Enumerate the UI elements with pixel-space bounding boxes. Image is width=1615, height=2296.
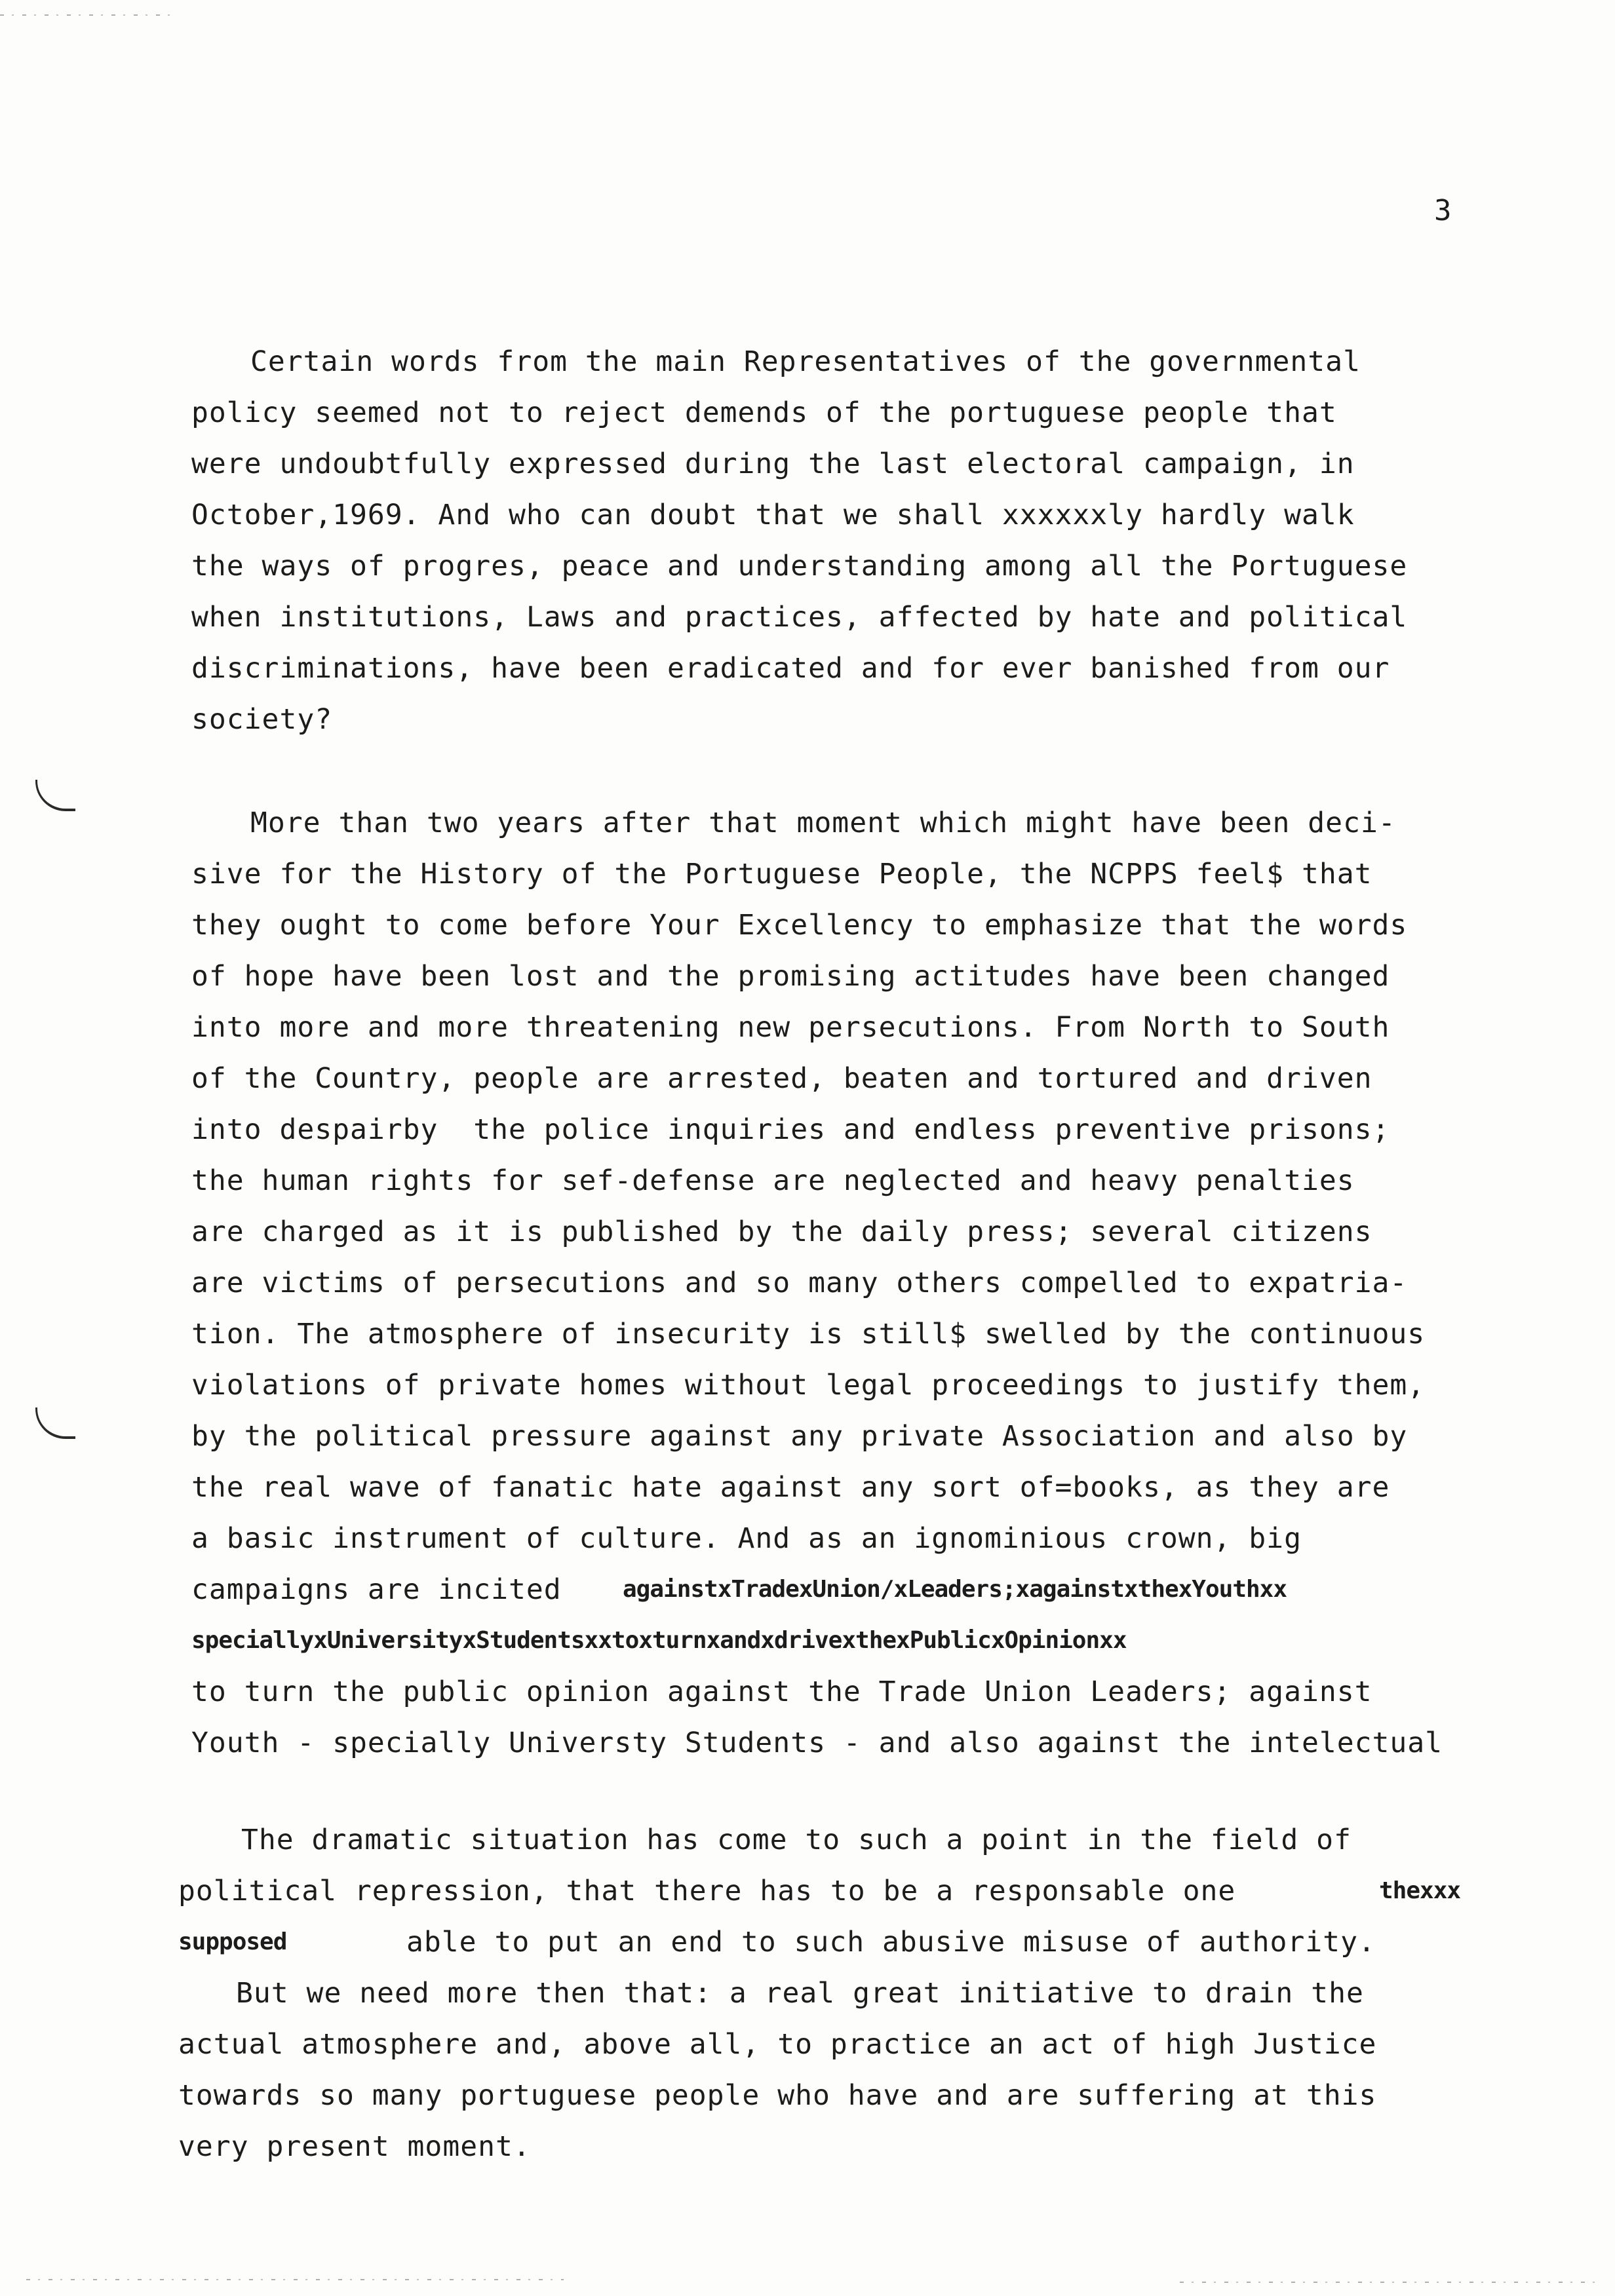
bottom-right-speckle: [1180, 2282, 1599, 2283]
paragraph-2-line-7: into despairby the police inquiries and endless preventive prisons;: [191, 1113, 1390, 1146]
paragraph-2-line-1: More than two years after that moment which might have been deci-: [250, 807, 1396, 839]
bottom-edge-speckle: [26, 2279, 564, 2280]
paragraph-1-line-6: when institutions, Laws and practices, affected by hate and political: [191, 601, 1408, 634]
paragraph-1-line-1: Certain words from the main Representatives of the governmental: [250, 345, 1361, 378]
struck-out-able-prefix: supposed: [178, 1928, 287, 1955]
margin-hole-mark-upper: [35, 780, 75, 811]
paragraph-2-line-13: by the political pressure against any private Association and also by: [191, 1420, 1408, 1453]
paragraph-1-line-5: the ways of progres, peace and understanding among all the Portuguese: [191, 550, 1408, 583]
paragraph-3-line-7: very present moment.: [178, 2130, 531, 2163]
paragraph-2-line-8: the human rights for sef-defense are neglected and heavy penalties: [191, 1164, 1355, 1197]
paragraph-3-line-2: political repression, that there has to be a responsable one: [178, 1875, 1236, 1907]
paragraph-1-line-2: policy seemed not to reject demends of the portuguese people that: [191, 396, 1337, 429]
paragraph-1-line-4: October,1969. And who can doubt that we shall xxxxxxly hardly walk: [191, 499, 1355, 531]
paragraph-2-line-4: of hope have been lost and the promising actitudes have been changed: [191, 960, 1390, 993]
struck-out-text-b: speciallyxUniversityxStudentsxxtoxturnxandxdrivexthexPublicxOpinionxx: [191, 1627, 1127, 1654]
paragraph-1-line-8: society?: [191, 703, 333, 736]
paragraph-2b-line-2: Youth - specially Universty Students - and also against the intelectual: [191, 1727, 1443, 1759]
paragraph-1-line-7: discriminations, have been eradicated and for ever banished from our: [191, 652, 1390, 685]
page-number: 3: [1434, 194, 1452, 227]
struck-out-tail: thexxx: [1379, 1877, 1461, 1904]
paragraph-3-line-5: actual atmosphere and, above all, to practice an act of high Justice: [178, 2028, 1377, 2061]
paragraph-2-line-6: of the Country, people are arrested, beaten and tortured and driven: [191, 1062, 1372, 1095]
paragraph-2-line-5: into more and more threatening new persecutions. From North to South: [191, 1011, 1390, 1044]
paragraph-2-line-14: the real wave of fanatic hate against any sort of=books, as they are: [191, 1471, 1390, 1504]
paragraph-2-line-3: they ought to come before Your Excellency to emphasize that the words: [191, 909, 1408, 942]
top-edge-speckle: [0, 14, 170, 16]
paragraph-2-line-9: are charged as it is published by the daily press; several citizens: [191, 1215, 1372, 1248]
paragraph-1-line-3: were undoubtfully expressed during the last electoral campaign, in: [191, 448, 1355, 480]
paragraph-2-line-2: sive for the History of the Portuguese People, the NCPPS feel$ that: [191, 858, 1372, 890]
paragraph-3-line-1: The dramatic situation has come to such a point in the field of: [241, 1824, 1352, 1856]
paragraph-3-line-6: towards so many portuguese people who have and are suffering at this: [178, 2079, 1377, 2112]
paragraph-2-line-10: are victims of persecutions and so many others compelled to expatria-: [191, 1267, 1408, 1299]
paragraph-3-line-4: But we need more then that: a real great initiative to drain the: [236, 1977, 1364, 2010]
paragraph-2-line-11: tion. The atmosphere of insecurity is still$ swelled by the continuous: [191, 1318, 1426, 1350]
paragraph-2-line-12: violations of private homes without legal proceedings to justify them,: [191, 1369, 1426, 1402]
struck-out-text-a: againstxTradexUnion/xLeaders;xagainstxthexYouthxx: [623, 1576, 1287, 1603]
paragraph-2-line-15: a basic instrument of culture. And as an ignominious crown, big: [191, 1522, 1302, 1555]
paragraph-3-line-3: able to put an end to such abusive misuse of authority.: [406, 1926, 1376, 1959]
paragraph-2b-line-1: to turn the public opinion against the Trade Union Leaders; against: [191, 1675, 1372, 1708]
margin-hole-mark-lower: [35, 1407, 75, 1439]
struck-line-prefix: campaigns are incited: [191, 1573, 562, 1606]
